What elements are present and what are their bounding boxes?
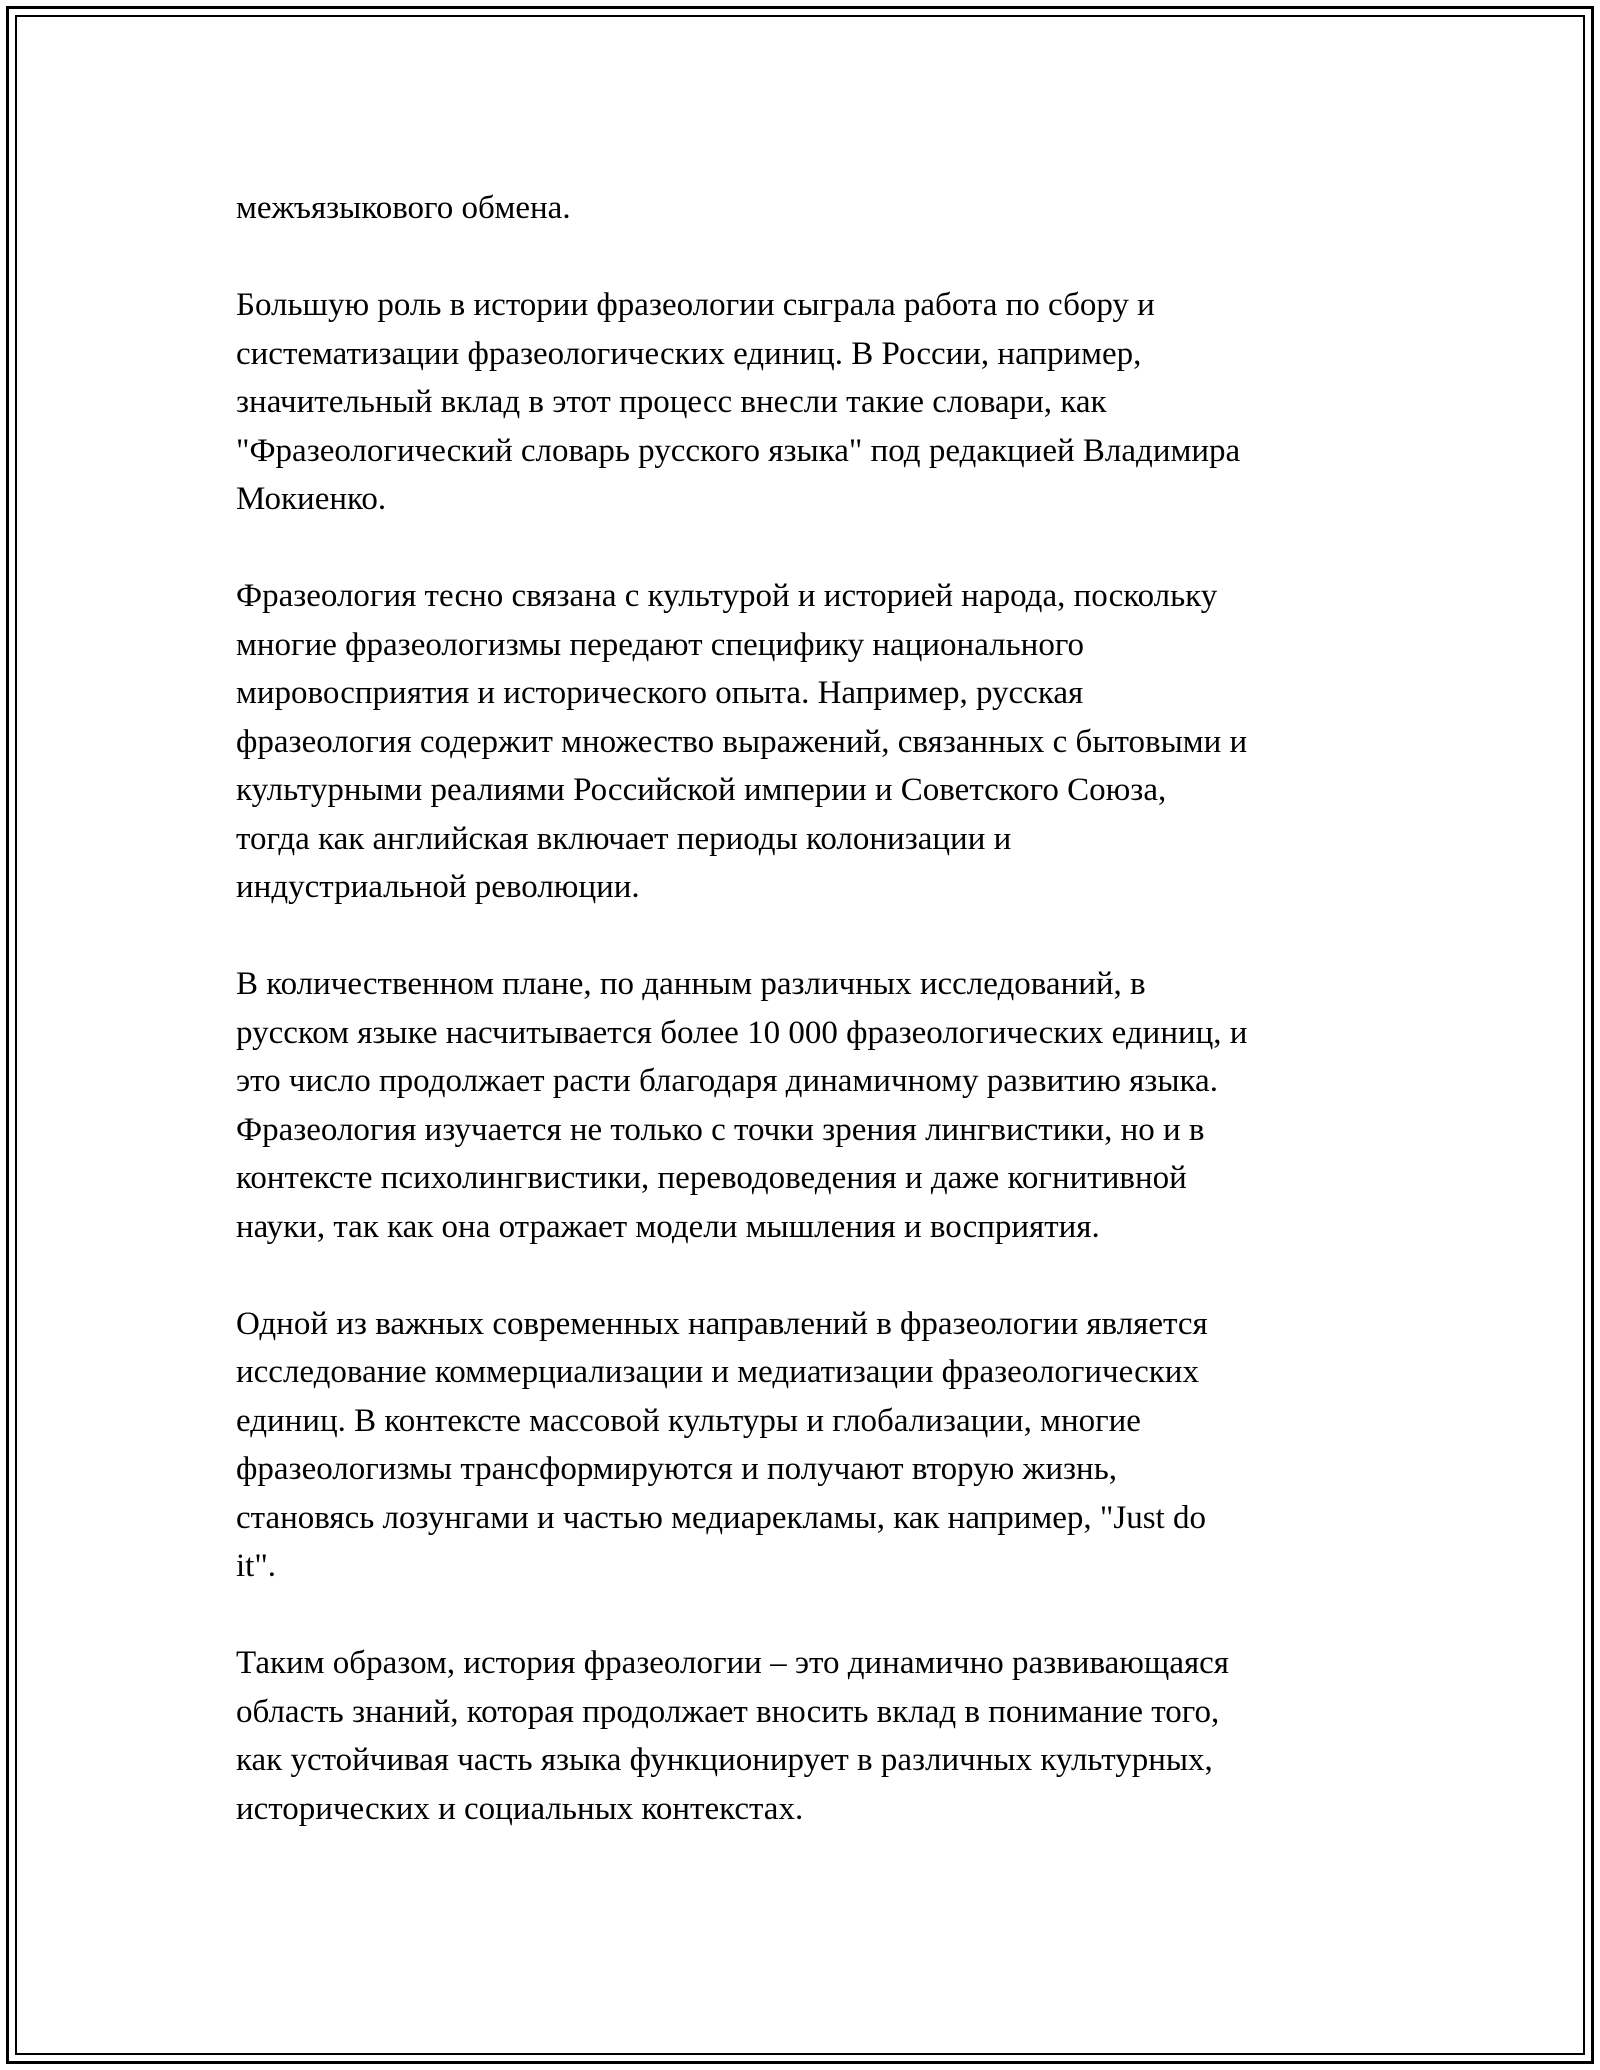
paragraph-6: Таким образом, история фразеологии – это динамично развивающаяся область знаний, которая продолжает вносить вклад в понимание того, как устойчивая часть языка функционирует в различных культурных, исторических и социальных контекстах.	[236, 1645, 1229, 1827]
paragraph-2: Большую роль в истории фразеологии сыграла работа по сбору и систематизации фразеологических единиц. В России, например, значительный вклад в этот процесс внесли такие словари, как "Фразеологический словарь русского языка" под редакцией Владимира Мокиенко.	[236, 287, 1241, 517]
paragraph-1: межъязыкового обмена.	[236, 190, 571, 226]
paragraph-5: Одной из важных современных направлений в фразеологии является исследование коммерциализации и медиатизации фразеологических единиц. В контексте массовой культуры и глобализации, многие фразеологизмы трансформируются и получают вторую жизнь, становясь лозунгами и частью медиарекламы, как например, "Just do it".	[236, 1305, 1208, 1584]
paragraph-3: Фразеология тесно связана с культурой и историей народа, поскольку многие фразеологизмы передают специфику национального мировосприятия и исторического опыта. Например, русская фразеология содержит множество выражений, связанных с бытовыми и культурными реалиями Российской империи и Советского Союза, тогда как английская включает периоды колонизации и индустриальной революции.	[236, 578, 1248, 905]
document-body	[236, 184, 1386, 1882]
paragraph-4: В количественном плане, по данным различных исследований, в русском языке насчитывается более 10 000 фразеологических единиц, и это число продолжает расти благодаря динамичному развитию языка. Фразеология изучается не только с точки зрения лингвистики, но и в контексте психолингвистики, переводоведения и даже когнитивной науки, так как она отражает модели мышления и восприятия.	[236, 966, 1248, 1245]
